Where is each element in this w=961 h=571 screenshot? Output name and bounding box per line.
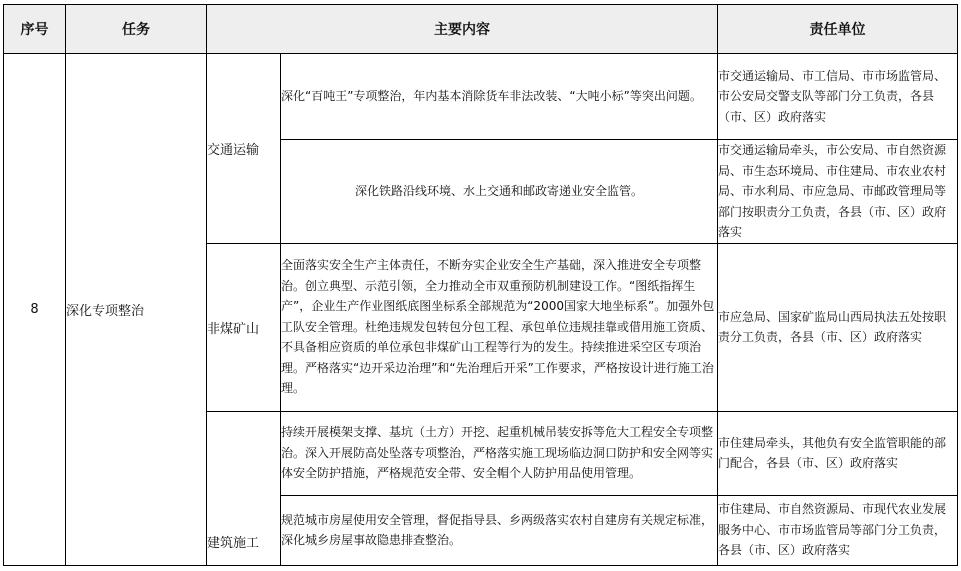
- seq-cell: 8: [4, 54, 66, 566]
- content-cell: 深化“百吨王”专项整治，年内基本消除货车非法改装、“大吨小标”等突出问题。: [281, 54, 718, 140]
- header-task: 任务: [66, 5, 207, 54]
- unit-cell: 市应急局、国家矿监局山西局执法五处按职责分工负责，各县（市、区）政府落实: [718, 243, 958, 411]
- unit-cell: 市住建局牵头，其他负有安全监管职能的部门配合，各县（市、区）政府落实: [718, 411, 958, 495]
- task-cell: 深化专项整治: [66, 54, 207, 566]
- unit-cell: 市交通运输局、市工信局、市市场监管局、市公安局交警支队等部门分工负责，各县（市、区）政府落实: [718, 54, 958, 140]
- unit-cell: 市交通运输局牵头，市公安局、市自然资源局、市生态环境局、市住建局、市农业农村局、市水利局、市应急局、市邮政管理局等部门按职责分工负责，各县（市、区）政府落实: [718, 140, 958, 244]
- task-table: [3, 4, 958, 566]
- category-transport: 交通运输: [207, 54, 281, 244]
- content-cell: 持续开展模架支撑、基坑（土方）开挖、起重机械吊装安拆等危大工程安全专项整治。深入开展防高处坠落专项整治，严格落实施工现场临边洞口防护和安全网等实体安全防护措施，严格规范安全带、安全帽个人防护用品使用管理。: [281, 411, 718, 495]
- content-cell: 规范城市房屋使用安全管理，督促指导县、乡两级落实农村自建房有关规定标准，深化城乡房屋事故隐患排查整治。: [281, 495, 718, 565]
- unit-cell: 市住建局、市自然资源局、市现代农业发展服务中心、市市场监管局等部门分工负责，各县（市、区）政府落实: [718, 495, 958, 565]
- header-row: [4, 5, 958, 54]
- header-seq: 序号: [4, 5, 66, 54]
- header-unit: 责任单位: [718, 5, 958, 54]
- category-mining: 非煤矿山: [207, 243, 281, 411]
- content-cell: 全面落实安全生产主体责任，不断夯实企业安全生产基础，深入推进安全专项整治。创立典型、示范引领，全力推动全市双重预防机制建设工作。“图纸指挥生产”，企业生产作业图纸底图坐标系全部规范为“2000国家大地坐标系”。加强外包工队安全管理。杜绝违规发包转包分包工程、承包单位违规挂靠或借用施工资质、不具备相应资质的单位承包非煤矿山工程等行为的发生。持续推进采空区专项治理。严格落实“边开采边治理”和“先治理后开采”工作要求，严格按设计进行施工治理。: [281, 243, 718, 411]
- header-content: 主要内容: [207, 5, 718, 54]
- category-construction: 建筑施工: [207, 411, 281, 565]
- content-cell: 深化铁路沿线环境、水上交通和邮政寄递业安全监管。: [281, 140, 718, 244]
- table-row: [4, 54, 958, 140]
